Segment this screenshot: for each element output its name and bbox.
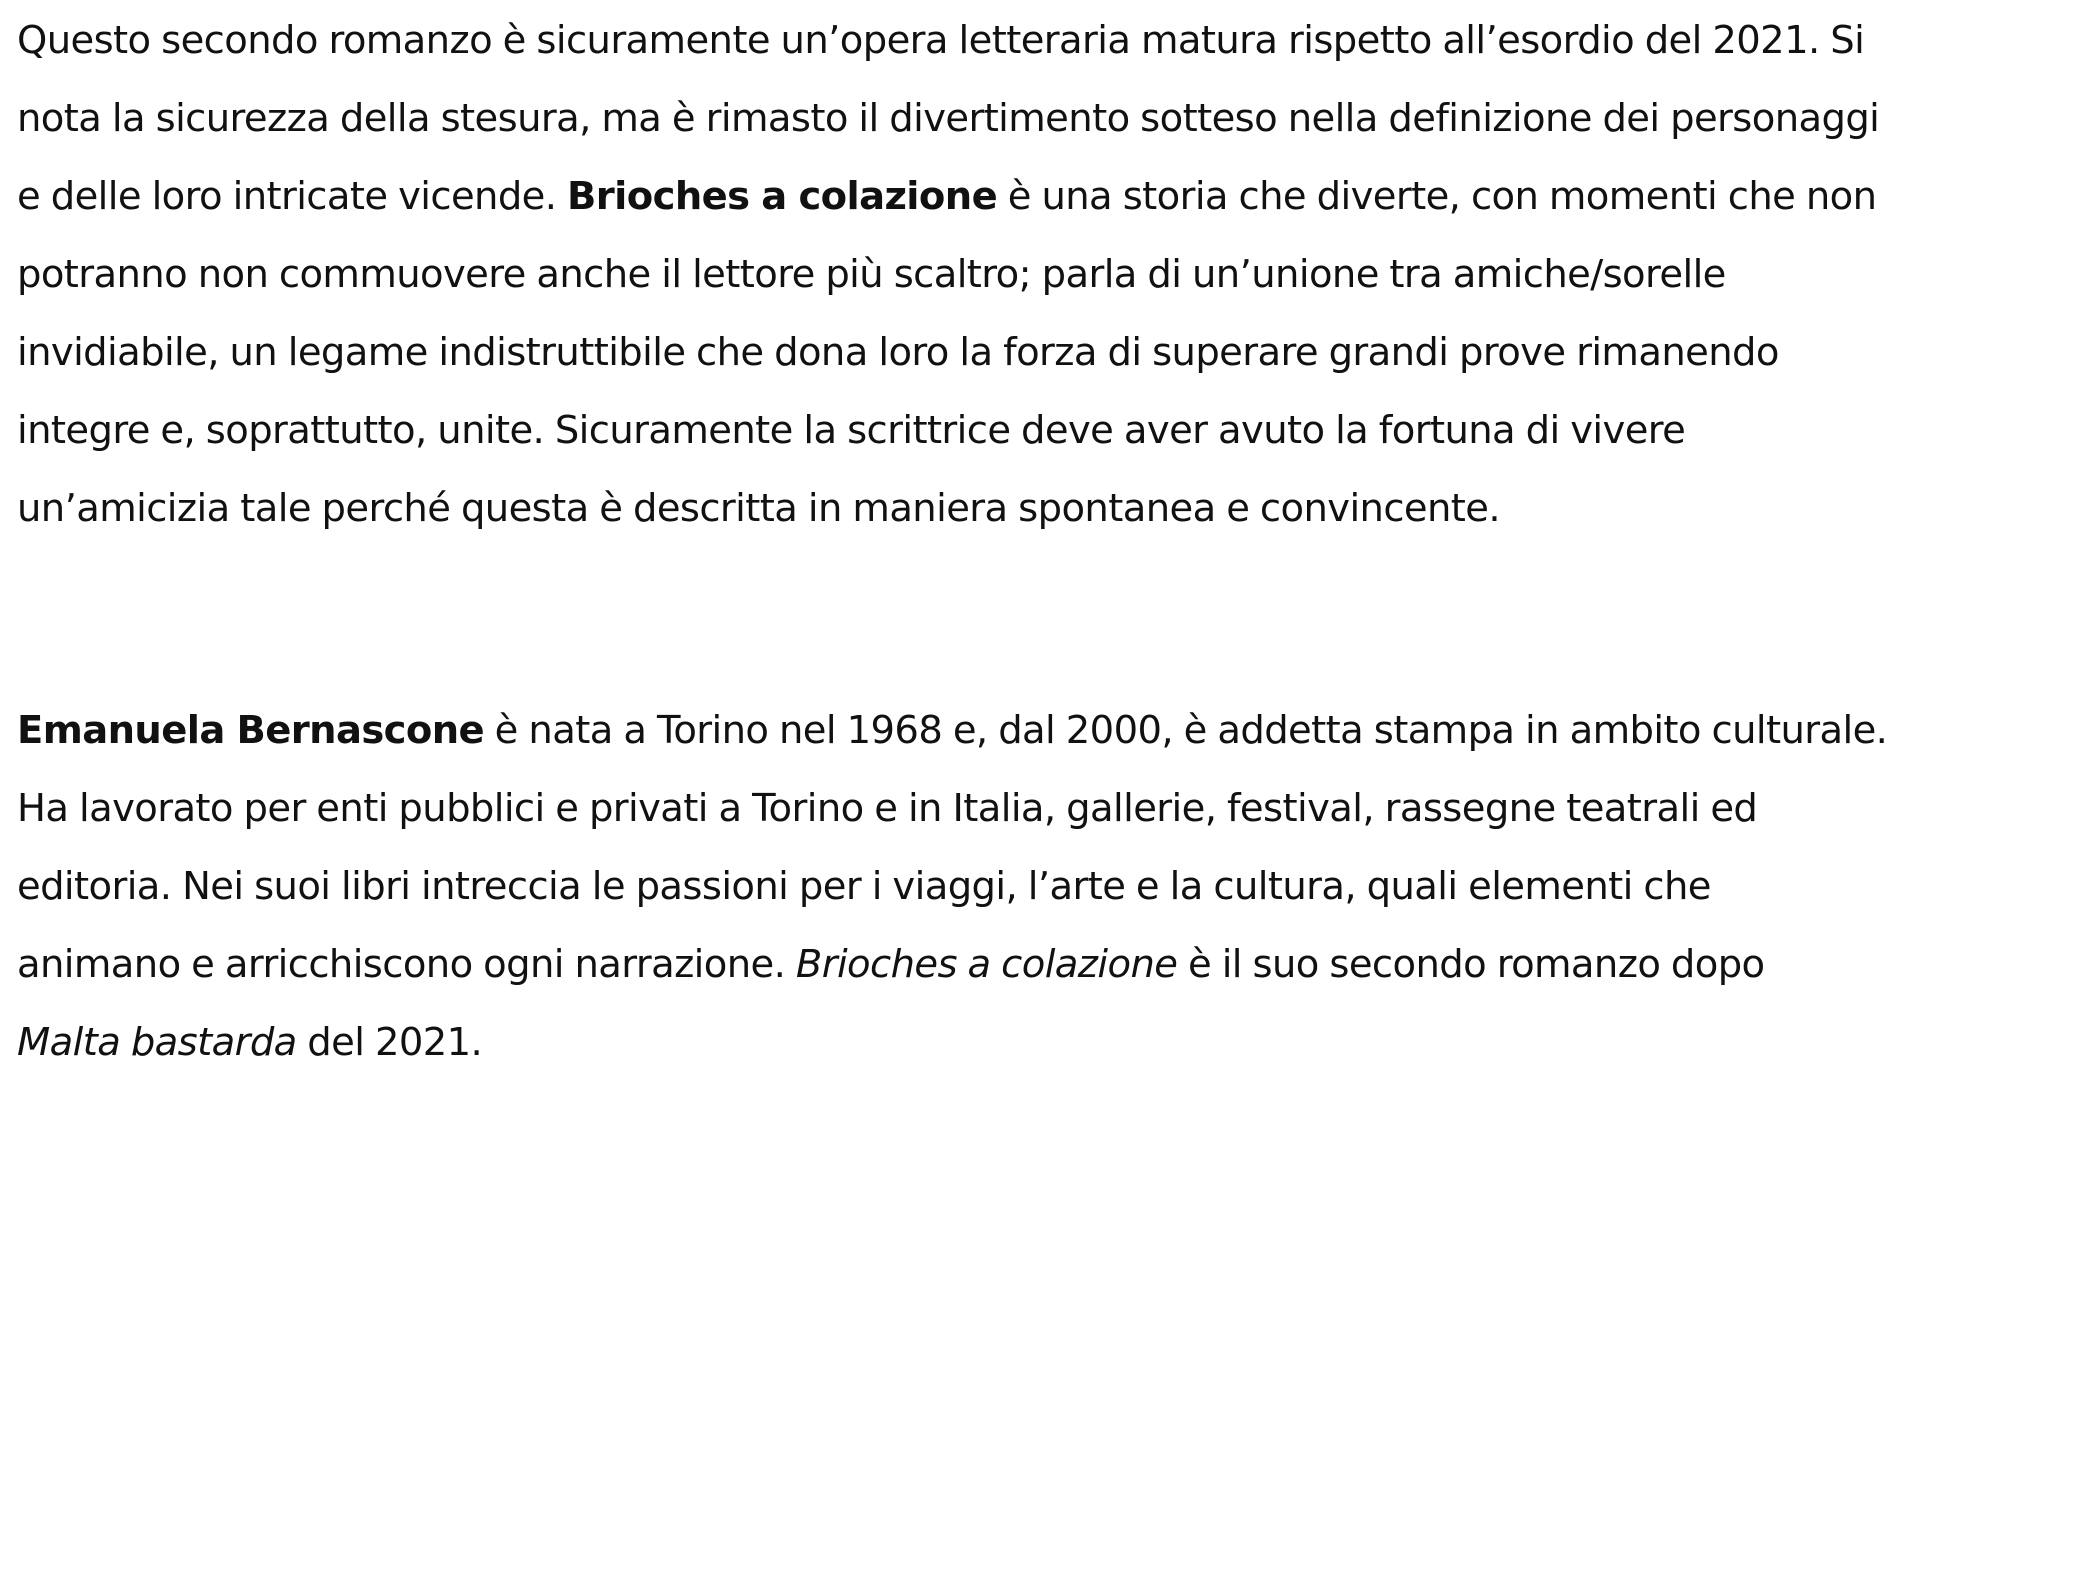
line-text: un’amicizia tale perché questa è descritta in maniera spontanea e convincente. bbox=[17, 486, 1501, 531]
line-text: è una storia che diverte, con momenti che non bbox=[997, 174, 1877, 219]
line-text: editoria. Nei suoi libri intreccia le passioni per i viaggi, l’arte e la cultura, quali elementi che bbox=[17, 864, 1711, 909]
text-line bbox=[17, 770, 1887, 848]
text-line bbox=[17, 470, 1879, 548]
text-line bbox=[17, 80, 1879, 158]
line-text: e delle loro intricate vicende. bbox=[17, 174, 568, 219]
book-title-bold: Brioches a colazione bbox=[567, 174, 998, 219]
text-line bbox=[17, 2, 1879, 80]
book-title-italic: Malta bastarda bbox=[17, 1020, 297, 1065]
review-paragraph bbox=[17, 2, 1879, 548]
text-line bbox=[17, 848, 1887, 926]
text-line bbox=[17, 158, 1879, 236]
text-line bbox=[17, 1004, 1887, 1082]
line-text: Questo secondo romanzo è sicuramente un’opera letteraria matura rispetto all’esordio del 2021. Si bbox=[17, 18, 1865, 63]
text-line bbox=[17, 314, 1879, 392]
book-title-italic: Brioches a colazione bbox=[795, 942, 1178, 987]
line-text: è nata a Torino nel 1968 e, dal 2000, è addetta stampa in ambito culturale. bbox=[484, 708, 1888, 753]
line-text: invidiabile, un legame indistruttibile che dona loro la forza di superare grandi prove rimanendo bbox=[17, 330, 1779, 375]
line-text: Ha lavorato per enti pubblici e privati a Torino e in Italia, gallerie, festival, rassegne teatrali ed bbox=[17, 786, 1758, 831]
text-line bbox=[17, 236, 1879, 314]
text-line bbox=[17, 692, 1887, 770]
line-text: nota la sicurezza della stesura, ma è rimasto il divertimento sotteso nella definizione dei personaggi bbox=[17, 96, 1880, 141]
author-bio-paragraph bbox=[17, 692, 1887, 1082]
text-line bbox=[17, 926, 1887, 1004]
author-name-bold: Emanuela Bernascone bbox=[17, 708, 485, 753]
line-text: integre e, soprattutto, unite. Sicuramente la scrittrice deve aver avuto la fortuna di vivere bbox=[17, 408, 1686, 453]
line-text: animano e arricchiscono ogni narrazione. bbox=[17, 942, 796, 987]
line-text: del 2021. bbox=[296, 1020, 483, 1065]
text-line bbox=[17, 392, 1879, 470]
line-text: potranno non commuovere anche il lettore più scaltro; parla di un’unione tra amiche/sorelle bbox=[17, 252, 1726, 297]
line-text: è il suo secondo romanzo dopo bbox=[1177, 942, 1765, 987]
